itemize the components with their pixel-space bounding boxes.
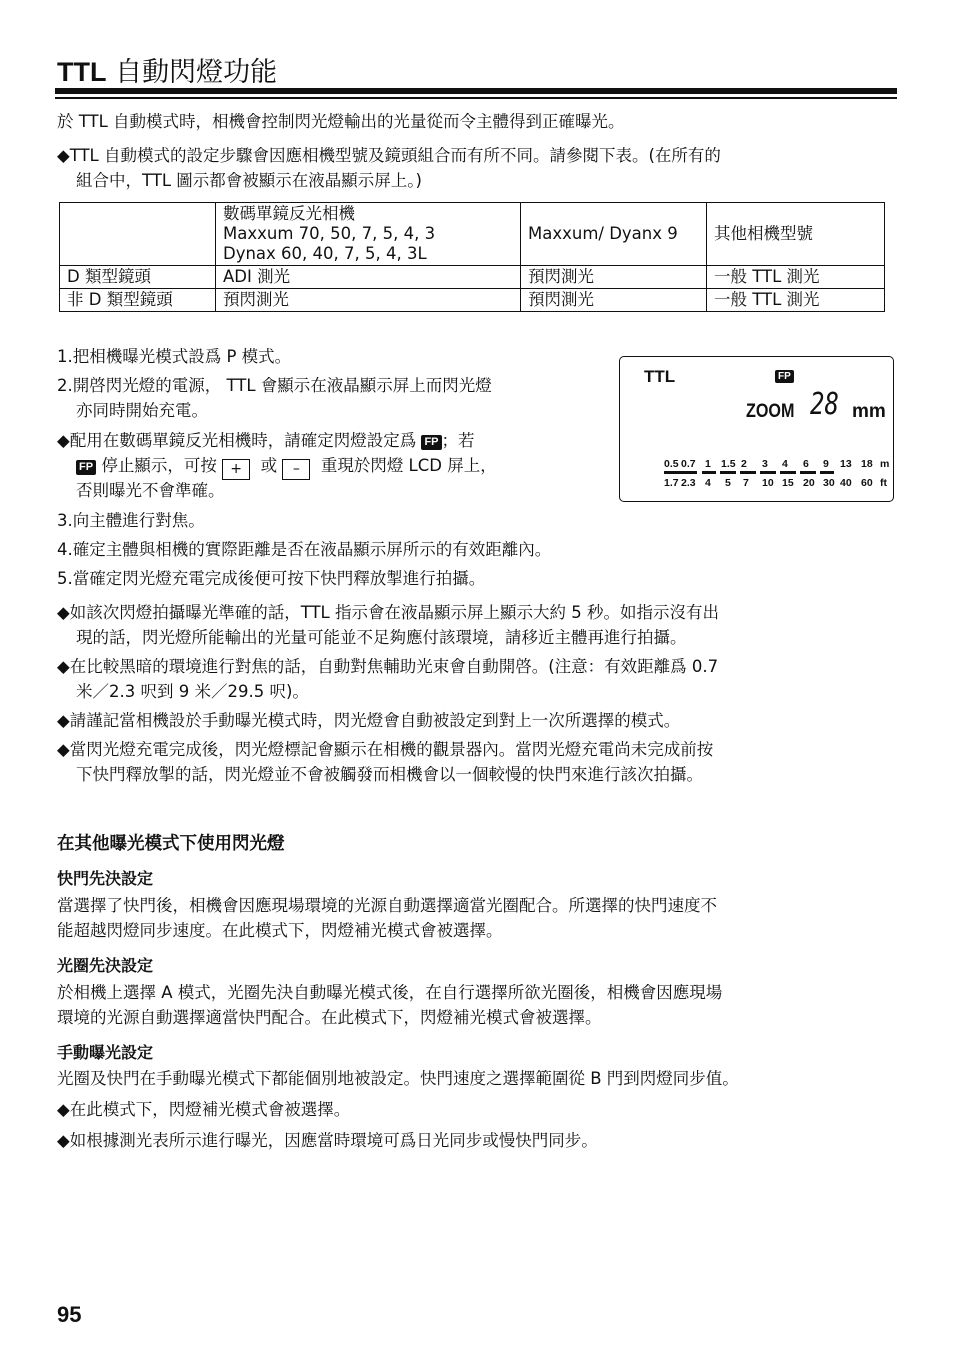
lcd-feet-tick: 4 xyxy=(705,477,711,489)
section-heading: 在其他曝光模式下使用閃光燈 xyxy=(57,834,285,854)
lcd-meter-tick: 6 xyxy=(803,458,809,470)
table-cell: 非 D 類型鏡頭 xyxy=(60,289,216,312)
page-title xyxy=(57,50,277,89)
title-rest: 自動閃燈功能 xyxy=(106,57,278,88)
shutter-priority-line1: 當選擇了快門後，相機會因應現場環境的光源自動選擇適當光圈配合。所選擇的快門速度不 xyxy=(57,896,717,915)
lcd-scale-segment xyxy=(740,471,756,474)
lcd-feet-tick: 5 xyxy=(725,477,731,489)
lcd-feet-tick: 7 xyxy=(743,477,749,489)
table-cell: 一般 TTL 測光 xyxy=(707,266,885,289)
fp-note-text-d: 或 xyxy=(260,456,278,475)
shutter-priority-line2: 能超越閃燈同步速度。在此模式下，閃燈補光模式會被選擇。 xyxy=(57,921,503,940)
lcd-feet-tick: 30 xyxy=(823,477,835,489)
lcd-meter-tick: 4 xyxy=(782,458,788,470)
lcd-unit: mm xyxy=(852,401,886,422)
step-2-line1: 2.開啓閃光燈的電源， TTL 會顯示在液晶顯示屏上而閃光燈 xyxy=(57,376,492,395)
fp-note-text: ◆配用在數碼單鏡反光相機時，請確定閃燈設定爲 xyxy=(57,431,417,450)
lcd-feet-tick: 1.7 xyxy=(664,477,679,489)
bullet-1-line1: ◆如該次閃燈拍攝曝光準確的話，TTL 指示會在液晶顯示屏上顯示大約 5 秒。如指示沒有出 xyxy=(57,603,719,622)
lcd-feet-tick: ft xyxy=(880,477,887,489)
lcd-meter-tick: 2 xyxy=(741,458,747,470)
manual-exposure-line1: 光圈及快門在手動曝光模式下都能個別地被設定。快門速度之選擇範圍從 B 門到閃燈同步值。 xyxy=(57,1069,739,1088)
bullet-1-line2: 現的話，閃光燈所能輸出的光量可能並不足夠應付該環境，請移近主體再進行拍攝。 xyxy=(76,628,687,647)
table-cell xyxy=(60,203,216,266)
lcd-scale-segment xyxy=(820,471,834,474)
lcd-scale-segment xyxy=(664,471,697,474)
lcd-scale-segment xyxy=(702,471,716,474)
lcd-feet-tick: 40 xyxy=(840,477,852,489)
lcd-scale-bars xyxy=(664,471,878,474)
lcd-zoom-label: ZOOM xyxy=(746,401,795,422)
table-cell: Maxxum/ Dyanx 9 xyxy=(521,203,707,266)
page-number: 95 xyxy=(57,1302,82,1327)
intro-text: 於 TTL 自動模式時，相機會控制閃光燈輸出的光量從而令主體得到正確曝光。 xyxy=(57,112,625,131)
header-dynax: Dynax 60, 40, 7, 5, 4, 3L xyxy=(223,244,427,263)
bullet-2-line1: ◆在比較黑暗的環境進行對焦的話，自動對焦輔助光束會自動開啓。(注意：有效距離爲 0.7 xyxy=(57,657,719,676)
lcd-meter-tick: 9 xyxy=(823,458,829,470)
note1-line1: ◆TTL 自動模式的設定步驟會因應相機型號及鏡頭組合而有所不同。請參閱下表。(在所有的 xyxy=(57,146,721,165)
aperture-priority-title: 光圈先決設定 xyxy=(57,956,154,975)
lcd-fp-icon: FP xyxy=(775,370,794,383)
note1-line2: 組合中，TTL 圖示都會被顯示在液晶顯示屏上。) xyxy=(76,171,422,190)
title-rule-thin xyxy=(55,97,897,99)
step-2-line2: 亦同時開始充電。 xyxy=(76,401,208,420)
manual-exposure-title: 手動曝光設定 xyxy=(57,1043,154,1062)
fp-note-text-b: ；若 xyxy=(441,431,475,450)
lcd-meter-tick: 18 xyxy=(861,458,873,470)
plus-key-icon: + xyxy=(222,459,250,480)
lcd-panel-illustration xyxy=(619,356,894,502)
lcd-meter-tick: 3 xyxy=(762,458,768,470)
title-rule-thick xyxy=(55,88,897,94)
step-5: 5.當確定閃光燈充電完成後便可按下快門釋放掣進行拍攝。 xyxy=(57,569,486,588)
fp-note-line3: 否則曝光不會準確。 xyxy=(76,481,225,500)
minus-key-icon: – xyxy=(282,459,310,480)
table-cell: 預閃測光 xyxy=(521,289,707,312)
shutter-priority-title: 快門先決設定 xyxy=(57,869,154,888)
table-cell: 一般 TTL 測光 xyxy=(707,289,885,312)
fp-note-line2 xyxy=(76,453,497,480)
fp-note-text-e: 重現於閃燈 LCD 屏上， xyxy=(320,456,497,475)
lcd-meter-tick: 13 xyxy=(840,458,852,470)
manual-bullet-2: ◆如根據測光表所示進行曝光，因應當時環境可爲日光同步或慢快門同步。 xyxy=(57,1131,598,1150)
lcd-meter-tick: 0.7 xyxy=(681,458,696,470)
fp-icon: FP xyxy=(76,460,96,475)
lcd-feet-tick: 60 xyxy=(861,477,873,489)
header-dslr: 數碼單鏡反光相機 xyxy=(223,204,355,223)
header-maxxum: Maxxum 70, 50, 7, 5, 4, 3 xyxy=(223,224,436,243)
aperture-priority-line1: 於相機上選擇 A 模式，光圈先決自動曝光模式後，在自行選擇所欲光圈後，相機會因應現場 xyxy=(57,983,723,1002)
manual-bullet-1: ◆在此模式下，閃燈補光模式會被選擇。 xyxy=(57,1100,351,1119)
lcd-zoom-value: 28 xyxy=(810,387,839,422)
lcd-feet-scale xyxy=(664,477,894,490)
lcd-meter-tick: 1.5 xyxy=(721,458,736,470)
bullet-3: ◆請謹記當相機設於手動曝光模式時，閃光燈會自動被設定到對上一次所選擇的模式。 xyxy=(57,711,681,730)
lcd-meter-tick: 1 xyxy=(705,458,711,470)
step-3: 3.向主體進行對焦。 xyxy=(57,511,205,530)
lcd-ttl-indicator: TTL xyxy=(644,367,676,386)
lcd-scale-segment xyxy=(720,471,736,474)
table-cell: 預閃測光 xyxy=(521,266,707,289)
fp-note-text-c: 停止顯示，可按 xyxy=(101,456,217,475)
camera-lens-table xyxy=(59,202,885,312)
fp-note-line1 xyxy=(57,428,475,453)
table-cell: D 類型鏡頭 xyxy=(60,266,216,289)
lcd-meter-scale xyxy=(664,458,894,471)
lcd-meter-tick: 0.5 xyxy=(664,458,679,470)
table-row xyxy=(60,289,885,312)
bullet-2-line2: 米／2.3 呎到 9 米／29.5 呎)。 xyxy=(76,682,309,701)
table-cell xyxy=(216,203,521,266)
bullet-4-line2: 下快門釋放掣的話，閃光燈並不會被觸發而相機會以一個較慢的快門來進行該次拍攝。 xyxy=(76,765,703,784)
step-1: 1.把相機曝光模式設爲 P 模式。 xyxy=(57,347,292,366)
lcd-feet-tick: 15 xyxy=(782,477,794,489)
step-4: 4.確定主體與相機的實際距離是否在液晶顯示屏所示的有效距離內。 xyxy=(57,540,552,559)
lcd-scale-segment xyxy=(780,471,796,474)
lcd-scale-segment xyxy=(760,471,776,474)
table-header-row xyxy=(60,203,885,266)
bullet-4-line1: ◆當閃光燈充電完成後，閃光燈標記會顯示在相機的觀景器內。當閃光燈充電尚未完成前按 xyxy=(57,740,714,759)
lcd-feet-tick: 20 xyxy=(803,477,815,489)
table-cell: 其他相機型號 xyxy=(707,203,885,266)
fp-icon: FP xyxy=(421,435,441,450)
lcd-feet-tick: 2.3 xyxy=(681,477,696,489)
lcd-scale-segment xyxy=(800,471,816,474)
lcd-feet-tick: 10 xyxy=(762,477,774,489)
title-ttl: TTL xyxy=(57,57,107,87)
aperture-priority-line2: 環境的光源自動選擇適當快門配合。在此模式下，閃燈補光模式會被選擇。 xyxy=(57,1008,602,1027)
lcd-meter-tick: m xyxy=(880,458,890,470)
table-cell: ADI 測光 xyxy=(216,266,521,289)
table-cell: 預閃測光 xyxy=(216,289,521,312)
table-row xyxy=(60,266,885,289)
